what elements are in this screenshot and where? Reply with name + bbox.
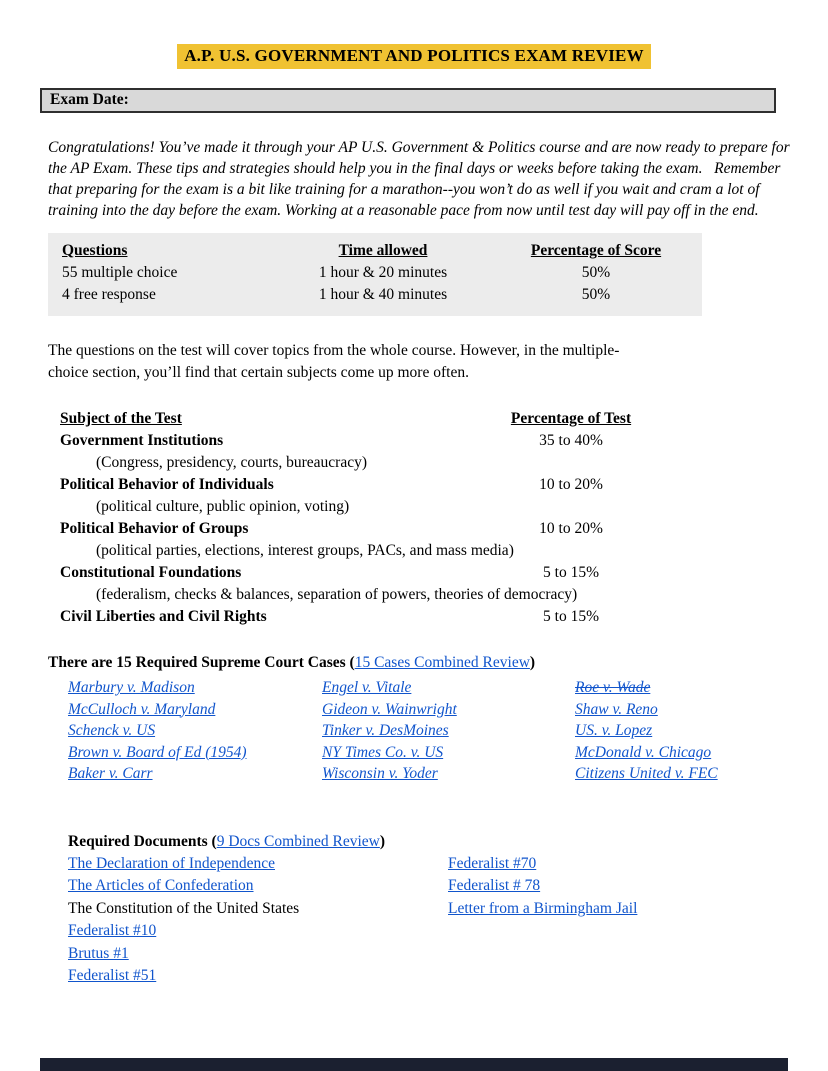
case-link[interactable]: Citizens United v. FEC bbox=[575, 765, 718, 782]
document-link[interactable]: The Declaration of Independence bbox=[68, 854, 275, 872]
subject-row bbox=[60, 562, 656, 584]
footer-bar bbox=[40, 1058, 788, 1071]
case-link[interactable]: Tinker v. DesMoines bbox=[322, 722, 449, 739]
subject-detail: (federalism, checks & balances, separation of powers, theories of democracy) bbox=[96, 586, 578, 603]
subject-name: Political Behavior of Groups bbox=[60, 520, 249, 537]
case-column bbox=[575, 677, 795, 785]
subject-name: Government Institutions bbox=[60, 432, 224, 449]
exam-info-table bbox=[48, 233, 702, 316]
documents-column bbox=[68, 853, 448, 988]
exam-table-header-percentage: Percentage of Score bbox=[530, 242, 662, 259]
table-cell: 55 multiple choice bbox=[62, 264, 178, 281]
exam-date-field bbox=[40, 88, 776, 113]
document-link[interactable]: Federalist # 78 bbox=[448, 877, 541, 894]
cases-heading-suffix: ) bbox=[529, 654, 536, 671]
exam-table-header-time: Time allowed bbox=[338, 242, 428, 259]
case-link[interactable]: Shaw v. Reno bbox=[575, 700, 658, 718]
document-link[interactable]: The Articles of Confederation bbox=[68, 877, 254, 894]
cases-heading-text: There are 15 Required Supreme Court Cases ( bbox=[48, 654, 355, 671]
subjects-table bbox=[60, 408, 656, 628]
cases-combined-review-link[interactable]: 15 Cases Combined Review bbox=[354, 654, 530, 671]
case-link[interactable]: US. v. Lopez bbox=[575, 722, 653, 739]
middle-paragraph: The questions on the test will cover topics from the whole course. However, in the multiple-choice section, you’ll find that certain subjects come up more often. bbox=[48, 342, 620, 381]
case-link[interactable]: Baker v. Carr bbox=[68, 765, 153, 782]
subjects-header-subject: Subject of the Test bbox=[60, 410, 182, 427]
document-link[interactable]: Letter from a Birmingham Jail bbox=[448, 899, 638, 917]
subject-name: Civil Liberties and Civil Rights bbox=[60, 608, 267, 625]
intro-paragraph: Congratulations! You’ve made it through your AP U.S. Government & Politics course and are now ready to prepare for the AP Exam. These tips and strategies should help you in the final days or weeks before taking the exam. Remember that preparing for the exam is a bit like training for a marathon--you won’t do as well if you wait and cram a lot of training into the day before the exam. Working at a reasonable pace from now until test day will pay off in the end. bbox=[48, 139, 794, 219]
table-cell: 4 free response bbox=[62, 286, 156, 303]
documents-heading-text: Required Documents ( bbox=[68, 832, 217, 850]
table-cell: 50% bbox=[581, 264, 611, 281]
exam-date-label: Exam Date: bbox=[50, 91, 129, 108]
page-title: A.P. U.S. GOVERNMENT AND POLITICS EXAM REVIEW bbox=[177, 44, 651, 69]
document-link[interactable]: Federalist #70 bbox=[448, 854, 537, 872]
subject-percentage: 35 to 40% bbox=[539, 432, 603, 449]
table-cell: 1 hour & 40 minutes bbox=[318, 286, 448, 303]
title-row bbox=[0, 0, 828, 69]
subject-row bbox=[60, 606, 656, 628]
case-link[interactable]: Wisconsin v. Yoder bbox=[322, 765, 438, 782]
exam-table-header-row bbox=[48, 240, 702, 262]
subject-percentage: 10 to 20% bbox=[539, 476, 603, 493]
case-link-struck[interactable]: Roe v. Wade bbox=[575, 679, 651, 696]
table-row bbox=[48, 262, 702, 284]
documents-heading-suffix: ) bbox=[379, 832, 386, 850]
subjects-header-row bbox=[60, 408, 656, 430]
subject-detail: (Congress, presidency, courts, bureaucracy) bbox=[96, 454, 368, 471]
subject-detail: (political culture, public opinion, voting) bbox=[96, 498, 350, 515]
subject-row bbox=[60, 430, 656, 452]
document-plain-text: The Constitution of the United States bbox=[68, 899, 300, 917]
document-link[interactable]: Federalist #51 bbox=[68, 967, 157, 984]
subjects-header-percentage: Percentage of Test bbox=[510, 410, 632, 427]
case-link[interactable]: Schenck v. US bbox=[68, 722, 156, 739]
case-link[interactable]: NY Times Co. v. US bbox=[322, 743, 444, 761]
subject-percentage: 5 to 15% bbox=[543, 608, 599, 625]
case-link[interactable]: Marbury v. Madison bbox=[68, 679, 195, 696]
exam-table-header-questions: Questions bbox=[62, 242, 128, 259]
case-link[interactable]: Gideon v. Wainwright bbox=[322, 700, 457, 718]
subject-percentage: 5 to 15% bbox=[543, 564, 599, 581]
case-link[interactable]: McDonald v. Chicago bbox=[575, 743, 712, 761]
case-list bbox=[68, 677, 828, 785]
documents-column bbox=[448, 853, 748, 988]
subject-percentage: 10 to 20% bbox=[539, 520, 603, 537]
documents-heading bbox=[68, 833, 828, 851]
documents-section bbox=[68, 833, 828, 988]
document-link[interactable]: Federalist #10 bbox=[68, 922, 157, 939]
subject-row bbox=[60, 474, 656, 496]
table-row bbox=[48, 284, 702, 306]
case-column bbox=[322, 677, 575, 785]
docs-combined-review-link[interactable]: 9 Docs Combined Review bbox=[216, 832, 380, 850]
subject-name: Political Behavior of Individuals bbox=[60, 476, 274, 493]
subject-row bbox=[60, 518, 656, 540]
case-link[interactable]: McCulloch v. Maryland bbox=[68, 700, 216, 718]
case-link[interactable]: Brown v. Board of Ed (1954) bbox=[68, 743, 247, 761]
case-link[interactable]: Engel v. Vitale bbox=[322, 679, 412, 696]
document-link[interactable]: Brutus #1 bbox=[68, 944, 129, 962]
documents-list bbox=[68, 853, 828, 988]
table-cell: 50% bbox=[581, 286, 611, 303]
table-cell: 1 hour & 20 minutes bbox=[318, 264, 448, 281]
subject-name: Constitutional Foundations bbox=[60, 564, 242, 581]
subject-detail: (political parties, elections, interest groups, PACs, and mass media) bbox=[96, 542, 514, 559]
case-column bbox=[68, 677, 322, 785]
cases-heading bbox=[48, 654, 790, 672]
